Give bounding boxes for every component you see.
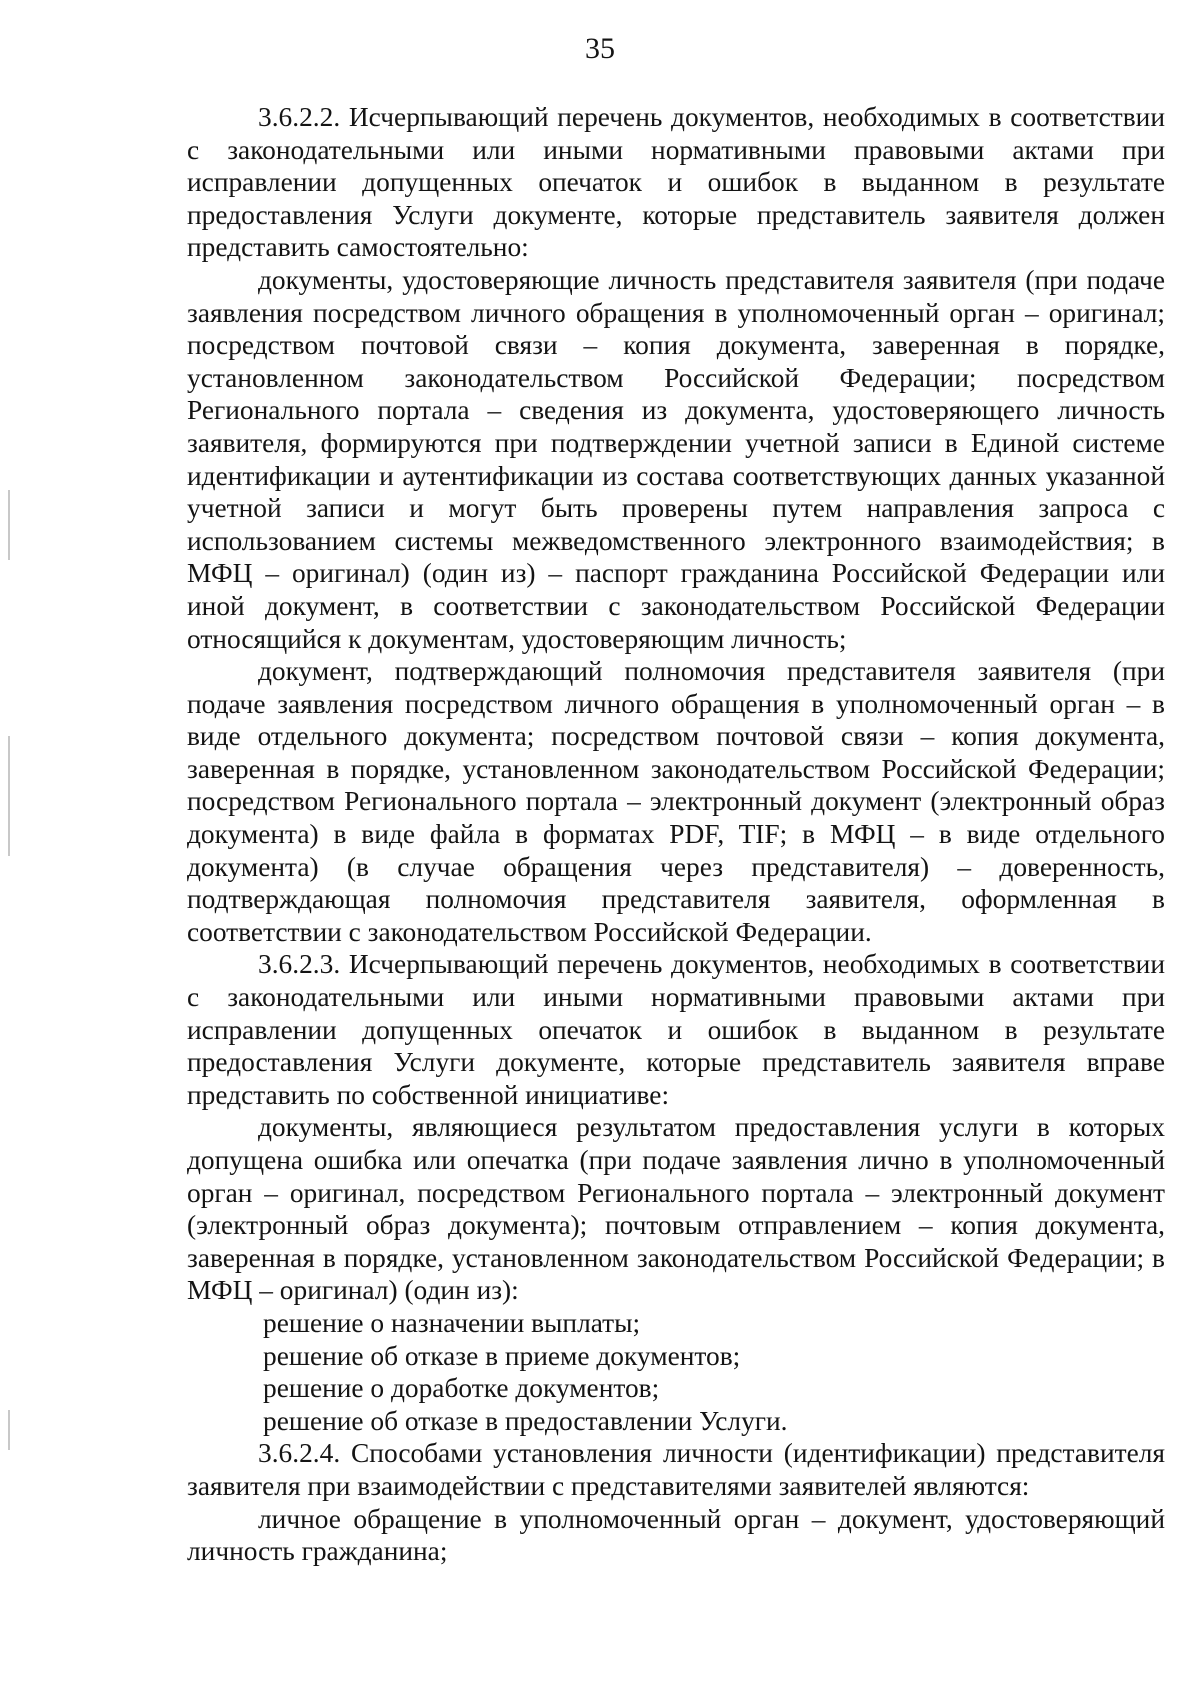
- paragraph-personal-visit: личное обращение в уполномоченный орган – документ, удостоверяющий личность гражданина;: [187, 1503, 1165, 1567]
- paragraph-result-documents: документы, являющиеся результатом предоставления услуги в которых допущена ошибка или опечатка (при подаче заявления лично в уполномоченный орган – оригинал, посредством Регионального портала – электронный документ (электронный образ документа); почтовым отправлением – копия документа, заверенная в порядке, установленном законодательством Российской Федерации; в МФЦ – оригинал) (один из):: [187, 1112, 1165, 1306]
- list-item: решение о доработке документов;: [263, 1373, 660, 1404]
- document-body: [187, 101, 1165, 1568]
- scan-edge-mark: [8, 736, 10, 856]
- scan-edge-mark: [8, 490, 10, 560]
- list-item: решение об отказе в предоставлении Услуги.: [263, 1405, 788, 1436]
- list-item: решение об отказе в приеме документов;: [263, 1340, 741, 1371]
- scan-edge-mark: [8, 1410, 10, 1450]
- paragraph-3-6-2-2: 3.6.2.2. Исчерпывающий перечень документов, необходимых в соответствии с законодательными или иными нормативными правовыми актами при исправлении допущенных опечаток и ошибок в выданном в результате предоставления Услуги документе, которые представитель заявителя должен представить самостоятельно:: [187, 102, 1165, 263]
- paragraph-3-6-2-4: 3.6.2.4. Способами установления личности (идентификации) представителя заявителя при взаимодействии с представителями заявителей являются:: [187, 1438, 1165, 1501]
- list-item: решение о назначении выплаты;: [263, 1307, 641, 1338]
- paragraph-identity-documents: документы, удостоверяющие личность представителя заявителя (при подаче заявления посредством личного обращения в уполномоченный орган – оригинал; посредством почтовой связи – копия документа, заверенная в порядке, установленном законодательством Российской Федерации; посредством Регионального портала – сведения из документа, удостоверяющего личность заявителя, формируются при подтверждении учетной записи в Единой системе идентификации и аутентификации из состава соответствующих данных указанной учетной записи и могут быть проверены путем направления запроса с использованием системы межведомственного электронного взаимодействия; в МФЦ – оригинал) (один из) – паспорт гражданина Российской Федерации или иной документ, в соответствии с законодательством Российской Федерации относящийся к документам, удостоверяющим личность;: [187, 264, 1165, 654]
- page-number: 35: [585, 32, 615, 65]
- paragraph-authority-document: документ, подтверждающий полномочия представителя заявителя (при подаче заявления посредством личного обращения в уполномоченный орган – в виде отдельного документа; посредством почтовой связи – копия документа, заверенная в порядке, установленном законодательством Российской Федерации; посредством Регионального портала – электронный документ (электронный образ документа) в виде файла в форматах PDF, TIF; в МФЦ – в виде отдельного документа) (в случае обращения через представителя) – доверенность, подтверждающая полномочия представителя заявителя, оформленная в соответствии с законодательством Российской Федерации.: [187, 656, 1165, 947]
- paragraph-3-6-2-3: 3.6.2.3. Исчерпывающий перечень документов, необходимых в соответствии с законодательными или иными нормативными правовыми актами при исправлении допущенных опечаток и ошибок в выданном в результате предоставления Услуги документе, которые представитель заявителя вправе представить по собственной инициативе:: [187, 949, 1165, 1110]
